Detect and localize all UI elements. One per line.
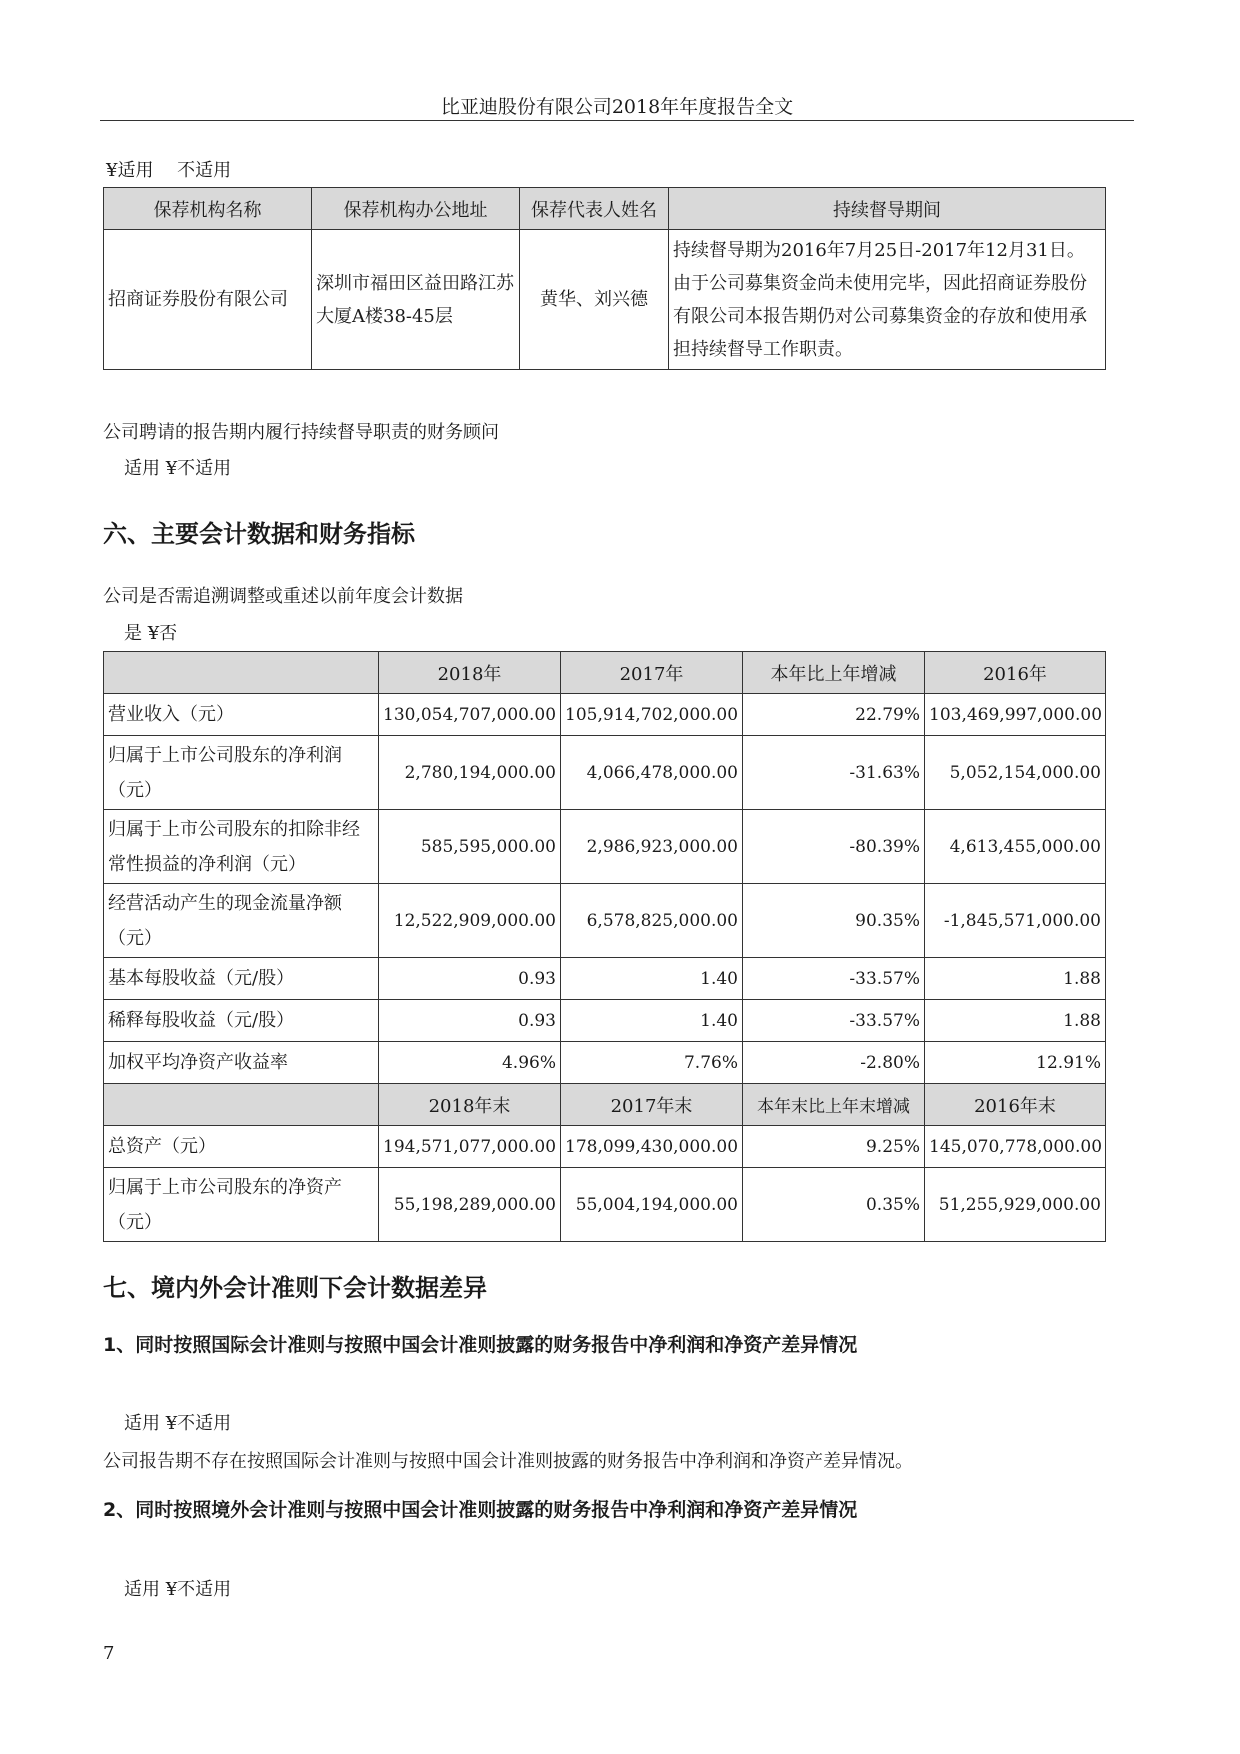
cell-2018: 4.96% <box>379 1042 561 1084</box>
cell-change: -33.57% <box>743 1000 925 1042</box>
col-2018-end: 2018年末 <box>379 1084 561 1126</box>
row-label: 归属于上市公司股东的净利润（元） <box>104 736 379 810</box>
cell-change: -80.39% <box>743 810 925 884</box>
row-label: 总资产（元） <box>104 1126 379 1168</box>
cell-2017: 2,986,923,000.00 <box>561 810 743 884</box>
financial-indicators-table <box>103 651 1106 1242</box>
col-2017-end: 2017年末 <box>561 1084 743 1126</box>
col-2017: 2017年 <box>561 652 743 694</box>
cell-2018: 0.93 <box>379 1000 561 1042</box>
cell-2016: 1.88 <box>925 1000 1106 1042</box>
section6-title: 六、主要会计数据和财务指标 <box>103 520 415 548</box>
cell-2018: 130,054,707,000.00 <box>379 694 561 736</box>
cell-2017: 105,914,702,000.00 <box>561 694 743 736</box>
advisor-text: 公司聘请的报告期内履行持续督导职责的财务顾问 <box>103 422 499 443</box>
row-label: 归属于上市公司股东的净资产（元） <box>104 1168 379 1242</box>
sponsor-col-address: 保荐机构办公地址 <box>312 188 520 230</box>
table-row <box>104 884 1106 958</box>
col-change-end: 本年末比上年末增减 <box>743 1084 925 1126</box>
restatement-answer: 是 ¥否 <box>124 623 178 644</box>
advisor-applicability: 适用 ¥不适用 <box>124 458 232 479</box>
cell-2016: 4,613,455,000.00 <box>925 810 1106 884</box>
cell-2016: 51,255,929,000.00 <box>925 1168 1106 1242</box>
row-label: 归属于上市公司股东的扣除非经常性损益的净利润（元） <box>104 810 379 884</box>
sponsor-address: 深圳市福田区益田路江苏大厦A楼38-45层 <box>312 230 520 370</box>
cell-change: -2.80% <box>743 1042 925 1084</box>
table-row <box>104 1126 1106 1168</box>
table-row <box>104 1042 1106 1084</box>
cell-2017: 1.40 <box>561 958 743 1000</box>
section7-sub1-title: 1、同时按照国际会计准则与按照中国会计准则披露的财务报告中净利润和净资产差异情况 <box>103 1334 858 1356</box>
sponsor-name: 招商证券股份有限公司 <box>104 230 312 370</box>
sponsor-col-name: 保荐机构名称 <box>104 188 312 230</box>
sub1-note: 公司报告期不存在按照国际会计准则与按照中国会计准则披露的财务报告中净利润和净资产差异情况。 <box>103 1451 913 1472</box>
table-row <box>104 694 1106 736</box>
cell-2018: 55,198,289,000.00 <box>379 1168 561 1242</box>
sponsor-applicability: ¥适用 不适用 <box>106 160 232 181</box>
sub2-applicability: 适用 ¥不适用 <box>124 1579 232 1600</box>
cell-change: -31.63% <box>743 736 925 810</box>
cell-2017: 7.76% <box>561 1042 743 1084</box>
cell-2016: -1,845,571,000.00 <box>925 884 1106 958</box>
cell-change: 90.35% <box>743 884 925 958</box>
sponsor-col-period: 持续督导期间 <box>669 188 1106 230</box>
cell-2016: 145,070,778,000.00 <box>925 1126 1106 1168</box>
row-label: 加权平均净资产收益率 <box>104 1042 379 1084</box>
col-change: 本年比上年增减 <box>743 652 925 694</box>
cell-2018: 0.93 <box>379 958 561 1000</box>
cell-2017: 6,578,825,000.00 <box>561 884 743 958</box>
sub1-applicability: 适用 ¥不适用 <box>124 1413 232 1434</box>
cell-change: 9.25% <box>743 1126 925 1168</box>
cell-2016: 12.91% <box>925 1042 1106 1084</box>
table-row <box>104 736 1106 810</box>
table-subheader-empty <box>104 1084 379 1126</box>
cell-2016: 1.88 <box>925 958 1106 1000</box>
section7-title: 七、境内外会计准则下会计数据差异 <box>103 1274 487 1302</box>
table-row <box>104 958 1106 1000</box>
row-label: 经营活动产生的现金流量净额（元） <box>104 884 379 958</box>
table-row <box>104 1000 1106 1042</box>
sponsor-table <box>103 187 1106 370</box>
table-row <box>104 810 1106 884</box>
cell-2016: 103,469,997,000.00 <box>925 694 1106 736</box>
page-number: 7 <box>103 1643 115 1664</box>
section7-sub2-title: 2、同时按照境外会计准则与按照中国会计准则披露的财务报告中净利润和净资产差异情况 <box>103 1499 858 1521</box>
row-label: 营业收入（元） <box>104 694 379 736</box>
col-2018: 2018年 <box>379 652 561 694</box>
report-header: 比亚迪股份有限公司2018年年度报告全文 <box>440 96 794 118</box>
cell-2017: 1.40 <box>561 1000 743 1042</box>
cell-2017: 4,066,478,000.00 <box>561 736 743 810</box>
cell-2018: 585,595,000.00 <box>379 810 561 884</box>
row-label: 基本每股收益（元/股） <box>104 958 379 1000</box>
cell-change: -33.57% <box>743 958 925 1000</box>
cell-change: 0.35% <box>743 1168 925 1242</box>
header-rule <box>100 120 1134 121</box>
cell-2016: 5,052,154,000.00 <box>925 736 1106 810</box>
sponsor-representatives: 黄华、刘兴德 <box>520 230 669 370</box>
cell-2018: 2,780,194,000.00 <box>379 736 561 810</box>
cell-change: 22.79% <box>743 694 925 736</box>
sponsor-col-representatives: 保荐代表人姓名 <box>520 188 669 230</box>
table-header-empty <box>104 652 379 694</box>
sponsor-period: 持续督导期为2016年7月25日-2017年12月31日。由于公司募集资金尚未使用完毕，因此招商证券股份有限公司本报告期仍对公司募集资金的存放和使用承担持续督导工作职责。 <box>669 230 1106 370</box>
cell-2018: 12,522,909,000.00 <box>379 884 561 958</box>
cell-2017: 55,004,194,000.00 <box>561 1168 743 1242</box>
table-subheader-row <box>104 1084 1106 1126</box>
table-header-row <box>104 652 1106 694</box>
cell-2018: 194,571,077,000.00 <box>379 1126 561 1168</box>
row-label: 稀释每股收益（元/股） <box>104 1000 379 1042</box>
col-2016: 2016年 <box>925 652 1106 694</box>
col-2016-end: 2016年末 <box>925 1084 1106 1126</box>
cell-2017: 178,099,430,000.00 <box>561 1126 743 1168</box>
table-row <box>104 1168 1106 1242</box>
restatement-question: 公司是否需追溯调整或重述以前年度会计数据 <box>103 586 463 607</box>
